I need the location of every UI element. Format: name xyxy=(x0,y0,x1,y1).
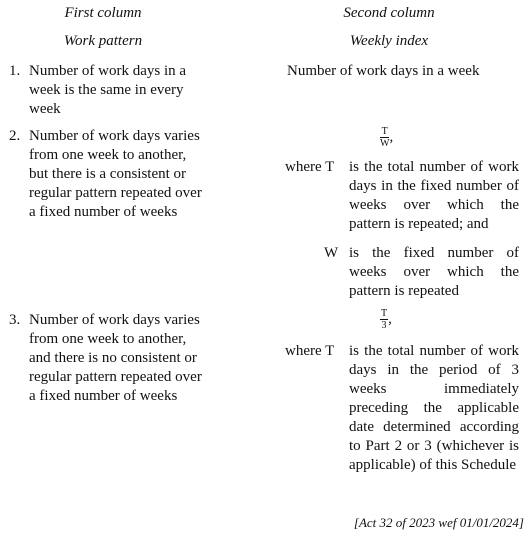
row-3-where-definition: is the total number of work days in the period of 3 weeks immediately preceding the applicable date determined according to Part 2 or 3 (whichever is applicable) of this Schedule xyxy=(349,343,519,473)
amendment-footnote: [Act 32 of 2023 wef 01/01/2024] xyxy=(353,515,524,530)
row-2-fraction-denominator: W xyxy=(380,138,390,149)
row-1-weekly-index: Number of work days in a week xyxy=(287,63,480,79)
row-2-number: 2. xyxy=(9,128,21,144)
work-pattern-subheader: Work pattern xyxy=(63,33,143,49)
row-3-number: 3. xyxy=(9,312,21,328)
second-column-header: Second column xyxy=(343,5,435,21)
row-3-fraction-numerator: T xyxy=(381,308,388,319)
row-2-formula xyxy=(380,126,393,149)
row-1-work-pattern: Number of work days in a week is the same in every week xyxy=(29,63,187,117)
row-2-w-label: W xyxy=(324,245,339,261)
weekly-index-subheader: Weekly index xyxy=(349,33,429,49)
row-3-work-pattern: Number of work days varies from one week to another, and there is no consistent or regular pattern repeated over a fixed number of weeks xyxy=(29,312,202,404)
row-3-fraction-comma: , xyxy=(388,310,392,327)
first-column-header: First column xyxy=(64,5,142,21)
row-2-fraction-comma: , xyxy=(389,128,394,145)
row-1-number: 1. xyxy=(9,63,21,79)
row-2-where-definition: is the total number of work days in the fixed number of weeks over which the pattern is repeated; and xyxy=(349,159,519,232)
row-2-where-label: where T xyxy=(285,159,335,175)
row-2-fraction-numerator: T xyxy=(381,126,388,137)
row-3-fraction-denominator: 3 xyxy=(381,320,387,331)
row-3-fraction xyxy=(380,308,388,331)
row-2-work-pattern: Number of work days varies from one week to another, but there is a consistent or regular pattern repeated over a fixed number of weeks xyxy=(29,128,202,220)
row-2-w-definition: is the fixed number of weeks over which the pattern is repeated xyxy=(349,245,519,299)
row-3-formula xyxy=(380,308,392,331)
row-3-where-label: where T xyxy=(285,343,335,359)
